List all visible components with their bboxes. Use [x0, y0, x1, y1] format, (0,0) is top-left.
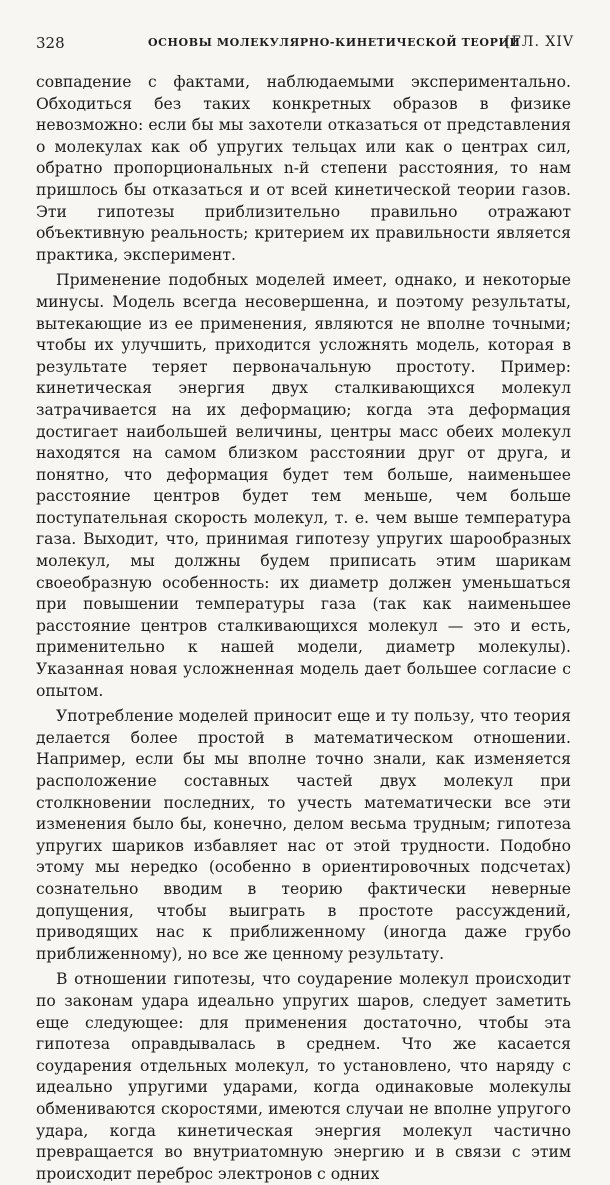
paragraph-4: В отношении гипотезы, что соударение молекул происходит по законам удара идеально упругих шаров, следует заметить еще следующее: для применения достаточно, чтобы эта гипотеза оправдывалась в среднем. Что же касается соударения отдельных молекул, то установлено, что наряду с идеально упругими ударами, когда одинаковые молекулы обмениваются скоростями, имеются случаи не вполне упругого удара, когда кинетическая энергия молекул частично превращается во внутриатомную энергию и в связи с этим происходит переброс электронов с одних: [36, 970, 571, 1183]
page-body: [36, 72, 571, 1185]
page-header: [36, 34, 574, 58]
paragraph-2: Применение подобных моделей имеет, однако, и некоторые минусы. Модель всегда несовершенна, и поэтому результаты, вытекающие из ее применения, являются не вполне точными; чтобы их улучшить, приходится усложнять модель, которая в результате теряет первоначальную простоту. Пример: кинетическая энергия двух сталкивающихся молекул затрачивается на их деформацию; когда эта деформация достигает наибольшей величины, центры масс обеих молекул находятся на самом близком расстоянии друг от друга, и понятно, что деформация будет тем больше, наименьшее расстояние центров будет тем меньше, чем больше поступательная скорость молекул, т. е. чем выше температура газа. Выходит, что, принимая гипотезу упругих шарообразных молекул, мы должны будем приписать этим шарикам своеобразную особенность: их диаметр должен уменьшаться при повышении температуры газа (так как наименьшее расстояние центров сталкивающихся молекул — это и есть, применительно к нашей модели, диаметр молекулы). Указанная новая усложненная модель дает большее согласие с опытом.: [36, 271, 571, 700]
page-number: 328: [36, 34, 65, 52]
running-title: ОСНОВЫ МОЛЕКУЛЯРНО-КИНЕТИЧЕСКОЙ ТЕОРИИ: [148, 36, 521, 49]
chapter-label: [ГЛ. XIV: [505, 34, 574, 50]
paragraph-3: Употребление моделей приносит еще и ту пользу, что теория делается более простой в математическом отношении. Например, если бы мы вполне точно знали, как изменяется расположение составных частей двух молекул при столкновении последних, то учесть математически все эти изменения было бы, конечно, делом весьма трудным; гипотеза упругих шариков избавляет нас от этой трудности. Подобно этому мы нередко (особенно в ориентировочных подсчетах) сознательно вводим в теорию фактически неверные допущения, чтобы выиграть в простоте рассуждений, приводящих нас к приближенному (иногда даже грубо приближенному), но все же ценному результату.: [36, 707, 571, 963]
paragraph-1: совпадение с фактами, наблюдаемыми экспериментально. Обходиться без таких конкретных образов в физике невозможно: если бы мы захотели отказаться от представления о молекулах как об упругих тельцах или как о центрах сил, обратно пропорциональных n-й степени расстояния, то нам пришлось бы отказаться и от всей кинетической теории газов. Эти гипотезы приблизительно правильно отражают объективную реальность; критерием их правильности является практика, эксперимент.: [36, 73, 571, 264]
